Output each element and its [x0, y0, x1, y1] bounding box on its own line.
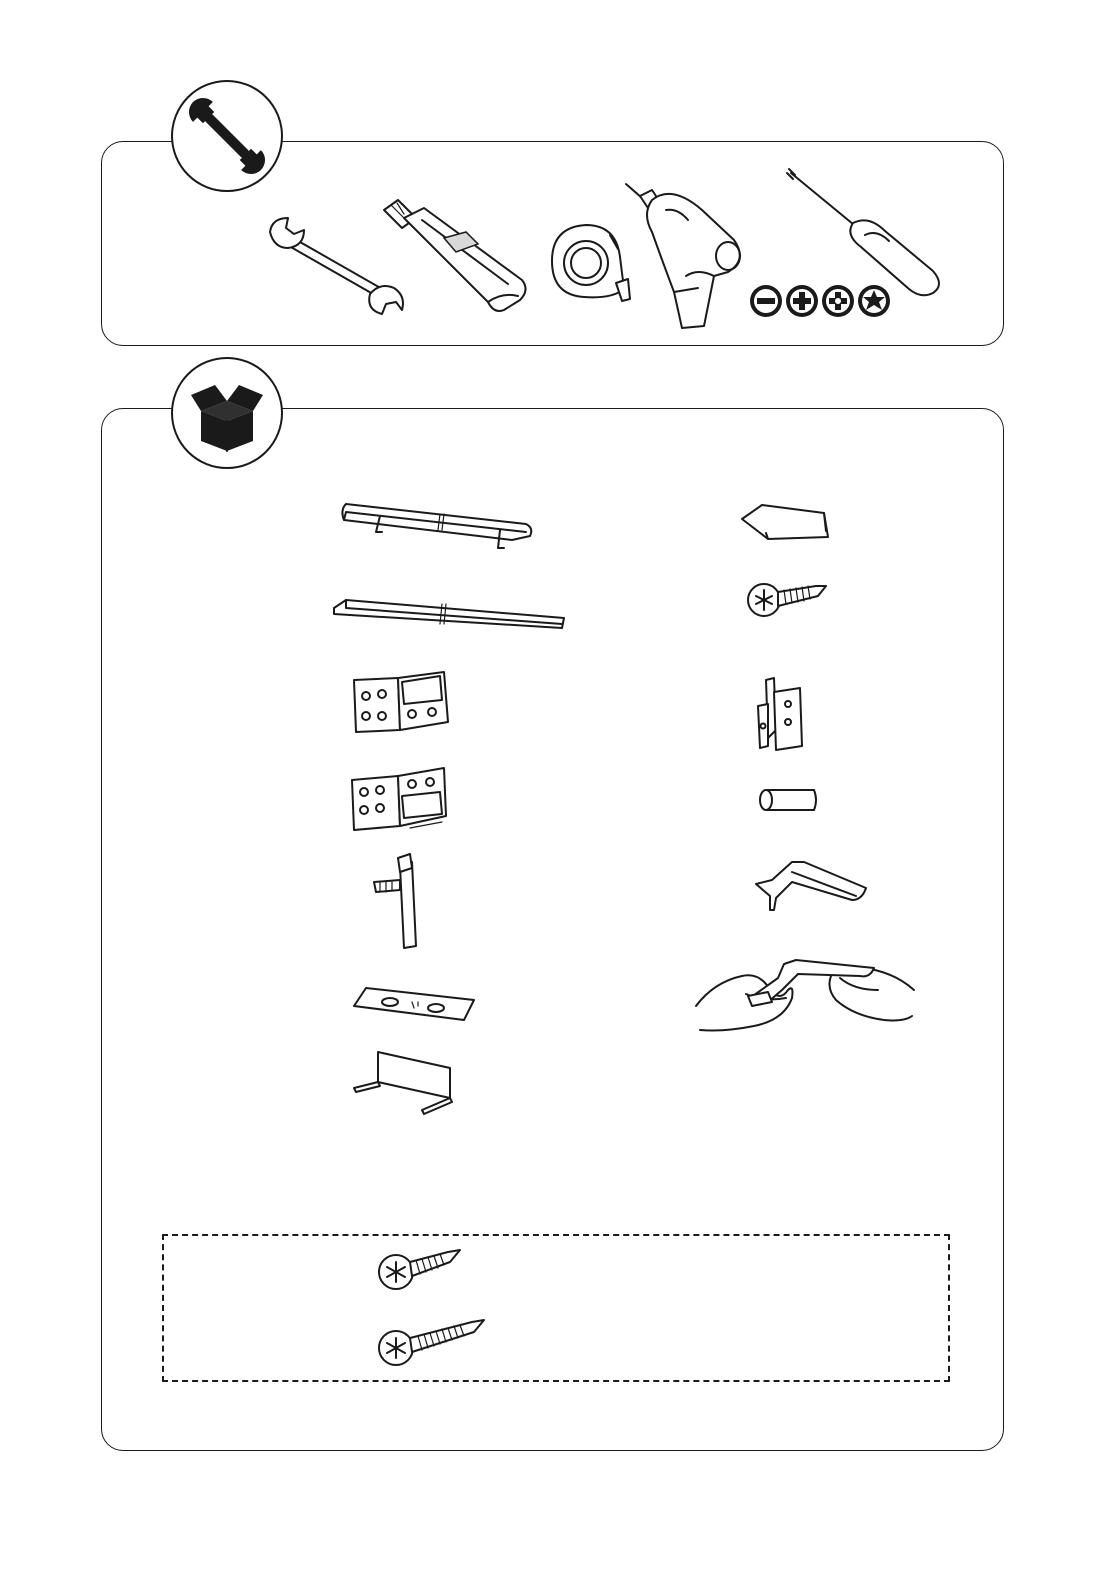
- screw-bit-types-icon: [748, 282, 894, 320]
- vertical-bracket-part: [372, 852, 424, 952]
- tape-measure-icon: [546, 221, 632, 305]
- angle-bracket-part: [754, 676, 806, 752]
- tools-section-badge: [171, 80, 283, 192]
- torx-bit-icon: [858, 285, 890, 317]
- open-box-icon: [173, 359, 281, 467]
- fixing-screw-part: [746, 576, 830, 620]
- wrench-icon: [173, 82, 281, 190]
- optional-fixings-box: [162, 1234, 950, 1382]
- hinge-plate-b-part: [350, 766, 450, 832]
- clip-bracket-part: [752, 858, 868, 918]
- power-drill-icon: [622, 180, 748, 330]
- phillips-bit-icon: [786, 285, 818, 317]
- slotted-bit-icon: [750, 285, 782, 317]
- wood-screw-long-part: [376, 1314, 486, 1370]
- pozidriv-bit-icon: [822, 285, 854, 317]
- square-cap-part: [738, 503, 834, 545]
- flat-plate-part: [352, 984, 478, 1024]
- hinge-plate-a-part: [352, 668, 452, 734]
- long-rail-part: [330, 594, 566, 634]
- clip-fitting-hands-illustration: [694, 950, 916, 1034]
- wood-screw-short-part: [376, 1244, 462, 1292]
- l-bracket-part: [352, 1048, 454, 1118]
- parts-section-badge: [171, 357, 283, 469]
- handle-bar-part: [340, 498, 536, 556]
- pin-part: [758, 786, 820, 814]
- utility-knife-icon: [382, 198, 530, 320]
